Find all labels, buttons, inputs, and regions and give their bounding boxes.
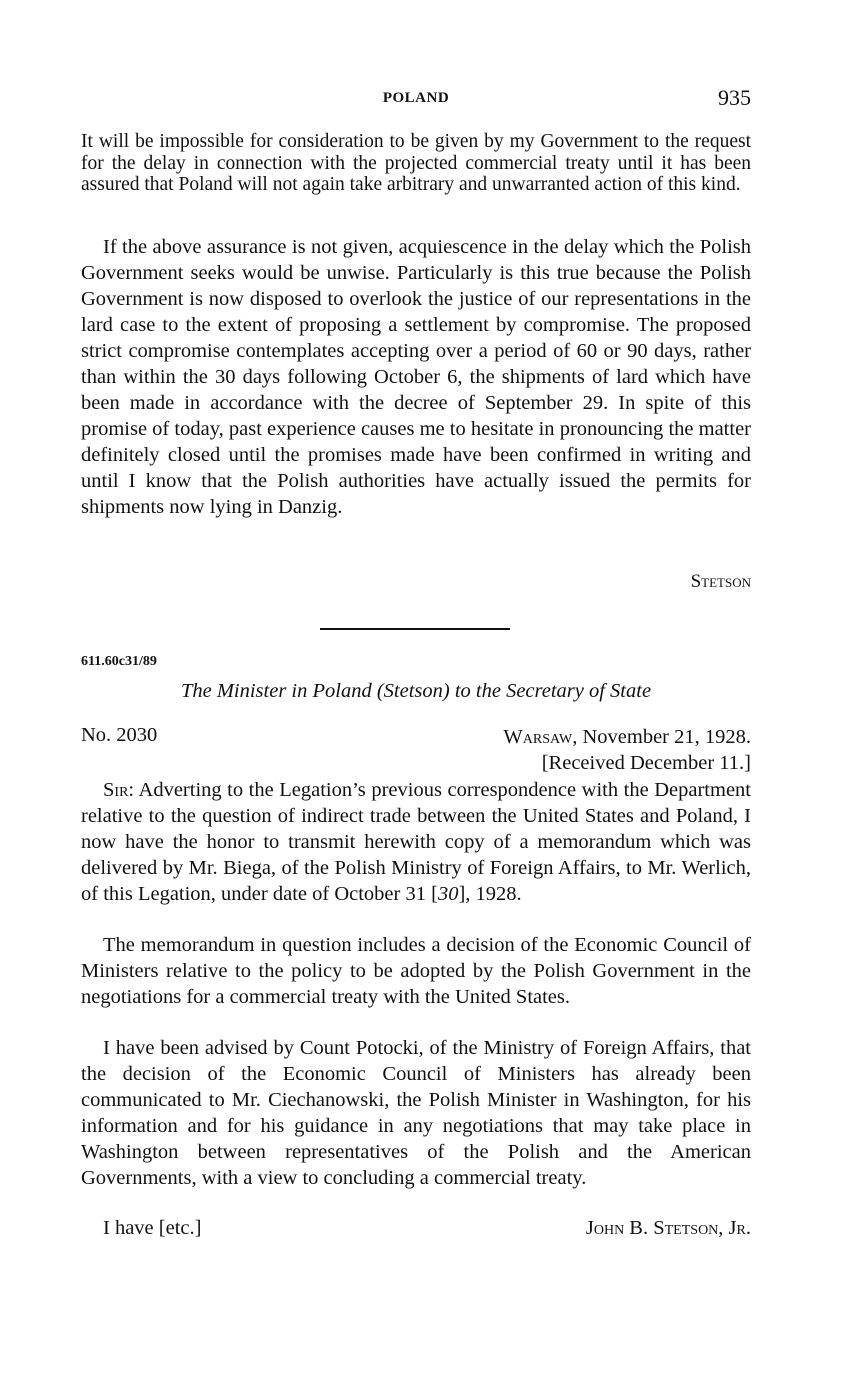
running-title: POLAND xyxy=(382,90,450,106)
dateline-place-date xyxy=(503,724,751,750)
date-correction: 30 xyxy=(437,883,459,905)
received-note: [Received December 11.] xyxy=(541,752,751,774)
paragraph-3 xyxy=(81,777,751,907)
dateline-place: Warsaw xyxy=(503,726,573,748)
salutation: Sir xyxy=(103,779,129,801)
document-number: No. 2030 xyxy=(81,724,158,746)
paragraph-1: It will be impossible for consideration to be given by my Government to the request for the delay in connection with the projected commercial treaty until it has been assured that Poland will not again take arbitrary and unwarranted action of this kind. xyxy=(81,131,751,195)
paragraph-3-text: : Adverting to the Legation’s previous correspondence with the Department relative to the question of indirect trade between the United States and Poland, I now have the honor to transmit herewith copy of a memorandum which was delivered by Mr. Biega, of the Polish Ministry of Foreign Affairs, to Mr. Werlich, of this Legation, under date of October 31 [ xyxy=(81,779,751,905)
signature-stetson: Stetson xyxy=(690,571,751,592)
paragraph-3-end: ], 1928. xyxy=(458,883,522,905)
running-head xyxy=(81,85,751,115)
signature-full: John B. Stetson, Jr. xyxy=(585,1217,751,1239)
paragraph-2: If the above assurance is not given, acquiescence in the delay which the Polish Government seeks would be unwise. Particularly is this true because the Polish Government is now disposed to overlook the justice of our representations in the lard case to the extent of proposing a settlement by compromise. The proposed strict compromise contemplates accepting over a period of 60 or 90 days, rather than within the 30 days following October 6, the shipments of lard which have been made in accordance with the decree of September 29. In spite of this promise of today, past experience causes me to hesitate in pronouncing the matter definitely closed until the promises made have been confirmed in writing and until I know that the Polish authorities have actually issued the permits for shipments now lying in Danzig. xyxy=(81,236,751,518)
document-heading: The Minister in Poland (Stetson) to the Secretary of State xyxy=(180,680,652,702)
section-divider xyxy=(320,628,510,630)
paragraph-4: The memorandum in question includes a decision of the Economic Council of Ministers relative to the policy to be adopted by the Polish Government in the negotiations for a commercial treaty with the United States. xyxy=(81,934,751,1008)
paragraph-5: I have been advised by Count Potocki, of the Ministry of Foreign Affairs, that the decision of the Economic Council of Ministers has already been communicated to Mr. Ciechanowski, the Polish Minister in Washington, for his information and for his guidance in any negotiations that may take place in Washington between representatives of the Polish and the American Governments, with a view to concluding a commercial treaty. xyxy=(81,1037,751,1189)
closing: I have [etc.] xyxy=(103,1217,202,1239)
file-number: 611.60c31/89 xyxy=(81,654,157,669)
dateline-date: , November 21, 1928. xyxy=(572,726,751,748)
page-number: 935 xyxy=(718,85,751,110)
dateline xyxy=(503,724,751,776)
